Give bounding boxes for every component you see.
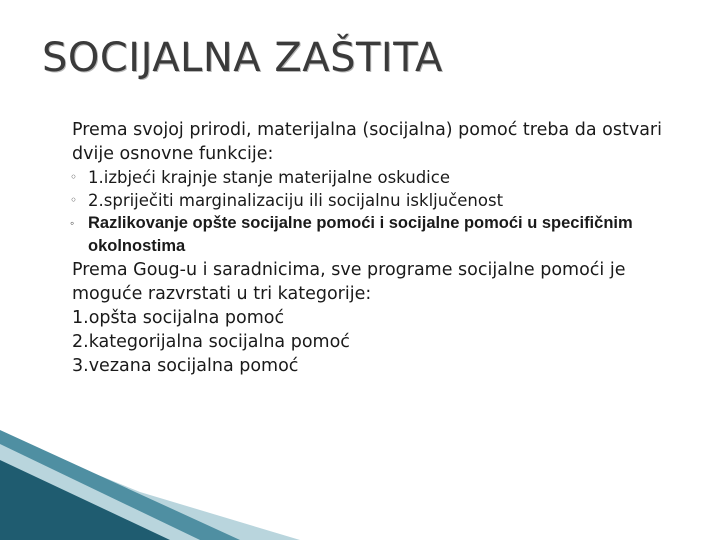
decorative-swoosh xyxy=(0,430,720,540)
list-sub-item-text: 1.izbjeći krajnje stanje materijalne oskudice xyxy=(88,168,450,187)
sub-bullet-icon: ◦ xyxy=(70,170,78,184)
list-sub-item xyxy=(50,166,690,189)
bullet-list xyxy=(50,118,690,378)
list-sub-item-text: Razlikovanje opšte socijalne pomoći i socijalne pomoći u specifičnim okolnostima xyxy=(88,214,633,255)
list-item-text: 3.vezana socijalna pomoć xyxy=(72,356,299,376)
list-item xyxy=(50,354,690,378)
sub-bullet-icon: ◦ xyxy=(70,216,75,230)
sub-bullet-icon: ◦ xyxy=(70,193,78,207)
list-item xyxy=(50,258,690,306)
list-sub-item-text: 2.spriječiti marginalizaciju ili socijalnu isključenost xyxy=(88,191,504,210)
slide-title: SOCIJALNA ZAŠTITA xyxy=(42,35,443,81)
list-sub-item xyxy=(50,189,690,212)
list-item-text: 1.opšta socijalna pomoć xyxy=(72,308,285,328)
list-item-text: 2.kategorijalna socijalna pomoć xyxy=(72,332,350,352)
list-item-text: Prema svojoj prirodi, materijalna (socijalna) pomoć treba da ostvari dvije osnovne funkcije: xyxy=(72,120,662,164)
list-sub-item xyxy=(50,212,690,258)
list-item xyxy=(50,118,690,166)
list-item xyxy=(50,330,690,354)
list-item-text: Prema Goug-u i saradnicima, sve programe socijalne pomoći je moguće razvrstati u tri kategorije: xyxy=(72,260,626,304)
list-item xyxy=(50,306,690,330)
